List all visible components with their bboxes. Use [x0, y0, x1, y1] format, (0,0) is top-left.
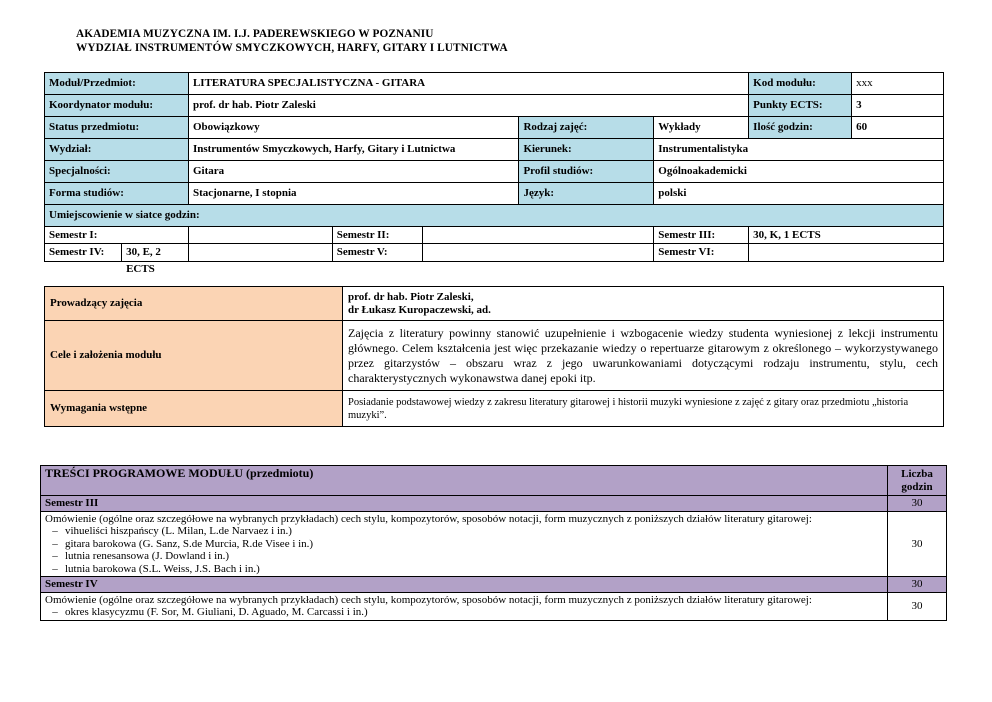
specialty-value: Gitara — [188, 161, 518, 183]
semester-iii-header: Semestr III — [41, 496, 888, 512]
module-label: Moduł/Przedmiot: — [45, 73, 189, 95]
instructors-value — [343, 287, 944, 321]
semester-iii-hours: 30 — [888, 496, 947, 512]
study-form-label: Forma studiów: — [45, 183, 189, 205]
class-type-label: Rodzaj zajęć: — [519, 117, 654, 139]
study-form-value: Stacjonarne, I stopnia — [188, 183, 518, 205]
module-code-label: Kod modułu: — [749, 73, 852, 95]
requirements-text: Posiadanie podstawowej wiedzy z zakresu literatury gitarowej i historii muzyki wyniesione z zajęć z gitary oraz przedmiotu „historia muzyki”. — [343, 391, 944, 427]
instructor-1: prof. dr hab. Piotr Zaleski, — [348, 290, 474, 303]
faculty-label: Wydział: — [45, 139, 189, 161]
semester-4-label: Semestr IV: — [45, 244, 122, 261]
profile-label: Profil studiów: — [519, 161, 654, 183]
goals-text: Zajęcia z literatury powinny stanowić uzupełnienie i wzbogacenie wiedzy studenta wyniesionej z lekcji instrumentu głównego. Celem kształcenia jest więc przekazanie wiedzy o repertuarze gitarowym z określonego – wykorzystywanego przez gitarzystów – obszaru wraz z jego uwarunkowaniami dotyczącymi rodzaju instrumentu, stylu, cech charakterystycznych wykonawstwa danej epoki itp. — [343, 321, 944, 391]
language-label: Język: — [519, 183, 654, 205]
semester-1-label: Semestr I: — [45, 227, 189, 244]
faculty-name: WYDZIAŁ INSTRUMENTÓW SMYCZKOWYCH, HARFY, GITARY I LUTNICTWA — [76, 42, 508, 54]
semester-4-value: 30, E, 2 ECTS — [126, 246, 161, 275]
semester-1-value — [188, 227, 332, 244]
profile-value: Ogólnoakademicki — [654, 161, 944, 183]
instructors-label: Prowadzący zajęcia — [45, 287, 343, 321]
status-value: Obowiązkowy — [188, 117, 518, 139]
academy-name: AKADEMIA MUZYCZNA IM. I.J. PADEREWSKIEGO W POZNANIU — [76, 28, 434, 40]
semester-iii-content-hours: 30 — [888, 511, 947, 577]
field-value: Instrumentalistyka — [654, 139, 944, 161]
goals-label: Cele i założenia modułu — [45, 321, 343, 391]
requirements-label: Wymagania wstępne — [45, 391, 343, 427]
hours-value: 60 — [852, 117, 944, 139]
semester-iv-hours: 30 — [888, 577, 947, 593]
semester-3-label: Semestr III: — [654, 227, 749, 244]
list-item: – gitara barokowa (G. Sanz, S.de Murcia, R.de Visee i in.) — [65, 538, 883, 551]
language-value: polski — [654, 183, 944, 205]
class-type-value: Wykłady — [654, 117, 749, 139]
field-label: Kierunek: — [519, 139, 654, 161]
module-value: LITERATURA SPECJALISTYCZNA - GITARA — [188, 73, 748, 95]
semester-iii-intro: Omówienie (ogólne oraz szczegółowe na wybranych przykładach) cech stylu, kompozytorów, sposobów notacji, form muzycznych z poniższych działów literatury gitarowej: — [45, 512, 812, 525]
semester-5-label: Semestr V: — [332, 244, 422, 262]
list-item: – lutnia renesansowa (J. Dowland i in.) — [65, 550, 883, 563]
semester-2-value — [422, 227, 654, 244]
semester-4-spacer — [188, 244, 332, 262]
schedule-placement-label: Umiejscowienie w siatce godzin: — [45, 205, 944, 227]
semester-4-cell — [45, 244, 189, 275]
list-item: – okres klasycyzmu (F. Sor, M. Giuliani, D. Aguado, M. Carcassi i in.) — [65, 606, 883, 619]
faculty-value: Instrumentów Smyczkowych, Harfy, Gitary i Lutnictwa — [188, 139, 518, 161]
status-label: Status przedmiotu: — [45, 117, 189, 139]
semester-iv-content-hours: 30 — [888, 592, 947, 620]
semester-iv-header: Semestr IV — [41, 577, 888, 593]
semester-iv-intro: Omówienie (ogólne oraz szczegółowe na wybranych przykładach) cech stylu, kompozytorów, sposobów notacji, form muzycznych z poniższych działów literatury gitarowej: — [45, 593, 812, 606]
module-info-table — [44, 72, 944, 275]
ects-label: Punkty ECTS: — [749, 95, 852, 117]
hours-column-header: Liczba godzin — [888, 466, 947, 496]
list-item: – lutnia barokowa (S.L. Weiss, J.S. Bach i in.) — [65, 563, 883, 576]
semester-iv-topics — [45, 606, 883, 619]
instructor-2: dr Łukasz Kuropaczewski, ad. — [348, 303, 491, 316]
module-details-table — [44, 286, 944, 427]
specialty-label: Specjalności: — [45, 161, 189, 183]
program-contents-table — [40, 465, 947, 621]
semester-iii-topics — [45, 525, 883, 575]
module-code-value: xxx — [852, 73, 944, 95]
hours-label: Ilość godzin: — [749, 117, 852, 139]
semester-iv-content — [41, 592, 888, 620]
semester-6-label: Semestr VI: — [654, 244, 749, 262]
semester-2-label: Semestr II: — [332, 227, 422, 244]
semester-3-value: 30, K, 1 ECTS — [749, 227, 944, 244]
coordinator-label: Koordynator modułu: — [45, 95, 189, 117]
ects-value: 3 — [852, 95, 944, 117]
semester-6-value — [749, 244, 944, 262]
semester-5-value — [422, 244, 654, 262]
program-title: TREŚCI PROGRAMOWE MODUŁU (przedmiotu) — [41, 466, 888, 496]
semester-iii-content — [41, 511, 888, 577]
list-item: – vihueliści hiszpańscy (L. Milan, L.de Narvaez i in.) — [65, 525, 883, 538]
coordinator-value: prof. dr hab. Piotr Zaleski — [188, 95, 748, 117]
document-header — [76, 27, 508, 55]
